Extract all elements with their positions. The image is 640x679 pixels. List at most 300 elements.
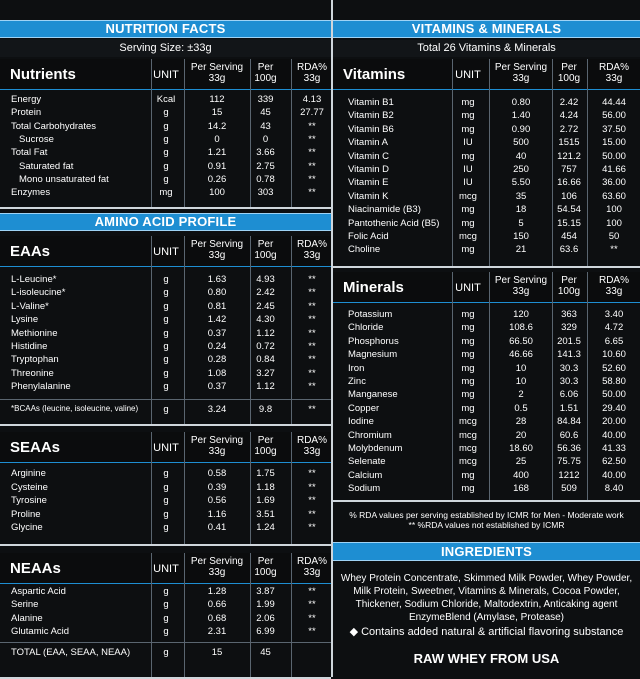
per-serving-cell: 1.21: [207, 147, 227, 159]
table-row: [0, 404, 331, 417]
table-row: [333, 177, 640, 190]
unit-cell: mg: [461, 123, 475, 135]
table-row: [0, 147, 331, 160]
table-header: [0, 553, 331, 584]
unit-cell: mg: [159, 187, 173, 199]
nutrient-name: Iron: [348, 362, 365, 374]
rda-cell: **: [308, 586, 316, 597]
rda-column-header-label: RDA%: [296, 435, 327, 446]
nutrient-name: Sucrose: [19, 133, 54, 145]
nutrient-name: L-Leucine*: [11, 274, 57, 285]
table-row: [0, 328, 331, 341]
per-serving-column-header-label: Per Serving: [190, 556, 244, 567]
rda-note: % RDA values per serving established by ICMR for Men - Moderate work: [349, 510, 624, 520]
unit-cell: mcg: [459, 190, 477, 202]
per-serving-cell: 15: [211, 107, 223, 119]
per-serving-column-header-unit: 33g: [208, 446, 226, 457]
rda-column-header: [292, 556, 332, 578]
rda-cell: 8.40: [604, 483, 624, 495]
rda-cell: 20.00: [602, 416, 626, 428]
rda-cell: **: [308, 341, 316, 352]
per-serving-column-header-label: Per Serving: [190, 435, 244, 446]
per-serving-cell: 0.58: [207, 468, 227, 479]
table-row: [0, 354, 331, 367]
per-100g-column-header: [251, 62, 280, 84]
nutrient-name: Copper: [348, 402, 380, 414]
per-100g-cell: 141.3: [557, 349, 581, 361]
nutrient-name: Energy: [11, 94, 42, 105]
per-100g-cell: 121.2: [557, 150, 581, 162]
rda-cell: 15.00: [602, 137, 626, 149]
rda-cell: **: [308, 314, 316, 326]
rda-cell: **: [308, 468, 316, 479]
unit-cell: mg: [461, 362, 475, 374]
unit-cell: g: [163, 508, 169, 520]
per-100g-cell: 60.6: [559, 429, 579, 441]
raw-whey-footer: RAW WHEY FROM USA: [413, 651, 560, 666]
nutrient-name: Threonine: [11, 367, 54, 379]
table-row: [0, 522, 331, 535]
table-row: [0, 341, 331, 354]
rda-cell: **: [308, 274, 316, 285]
section-separator: [0, 544, 331, 546]
nutrient-name: Mono unsaturated fat: [19, 173, 109, 185]
unit-cell: g: [163, 625, 169, 637]
per-serving-cell: 0.81: [207, 300, 227, 312]
per-100g-column-header-label: Per: [561, 62, 577, 73]
section-separator: [333, 266, 640, 268]
nutrient-name: TOTAL (EAA, SEAA, NEAA): [11, 647, 131, 658]
per-100g-cell: 15.15: [557, 217, 581, 229]
unit-cell: Kcal: [156, 94, 176, 105]
ingredients-title-bar: INGREDIENTS: [333, 542, 640, 561]
per-100g-cell: 1.18: [256, 481, 275, 493]
unit-cell: g: [163, 314, 169, 326]
unit-cell: mcg: [459, 416, 477, 428]
per-100g-cell: 16.66: [557, 177, 581, 189]
per-100g-column-header-unit: 100g: [557, 73, 581, 84]
per-serving-cell: 0: [214, 133, 220, 145]
rda-cell: 3.40: [604, 309, 624, 320]
table-row: [0, 301, 331, 314]
per-serving-column-header-unit: 33g: [208, 567, 226, 578]
per-100g-cell: 6.06: [559, 389, 579, 401]
per-100g-column-header-unit: 100g: [254, 567, 277, 578]
per-100g-cell: 3.66: [256, 147, 275, 159]
rda-cell: **: [308, 599, 316, 611]
per-serving-cell: 18.60: [509, 443, 533, 454]
per-100g-column-header-unit: 100g: [557, 286, 581, 297]
nutrient-name: Pantothenic Acid (B5): [348, 217, 440, 229]
table-row: [0, 482, 331, 495]
unit-cell: mg: [461, 97, 475, 108]
per-serving-cell: 150: [513, 231, 529, 242]
per-serving-cell: 500: [513, 137, 529, 149]
table-row: [0, 626, 331, 639]
table-row: [0, 121, 331, 134]
per-100g-cell: 363: [561, 309, 577, 320]
table-row: [0, 495, 331, 508]
rda-cell: **: [308, 508, 316, 520]
rda-cell: **: [610, 244, 618, 256]
per-serving-cell: 40: [515, 150, 527, 162]
per-100g-cell: 30.3: [559, 376, 579, 387]
per-100g-cell: 2.72: [559, 123, 579, 135]
unit-cell: g: [163, 647, 169, 658]
table-row: [333, 416, 640, 429]
rda-cell: 52.60: [602, 362, 626, 374]
per-serving-cell: 3.24: [207, 404, 227, 415]
per-serving-column-header: [185, 556, 249, 578]
unit-cell: mg: [461, 110, 475, 122]
table-row: [333, 456, 640, 469]
per-100g-cell: 1.75: [256, 468, 275, 479]
per-serving-cell: 28: [515, 416, 527, 428]
unit-cell: mg: [461, 322, 475, 334]
per-100g-cell: 303: [257, 187, 274, 199]
per-serving-cell: 1.08: [207, 367, 227, 379]
section-heading: SEAAs: [10, 439, 61, 456]
per-serving-cell: 1.63: [207, 274, 227, 285]
table-header: [0, 236, 331, 267]
section-heading: Nutrients: [10, 66, 76, 83]
table-row: [333, 204, 640, 217]
unit-cell: g: [163, 133, 169, 145]
unit-cell: g: [163, 327, 169, 339]
rda-cell: **: [308, 327, 316, 339]
table-row: [0, 314, 331, 327]
per-100g-cell: 9.8: [258, 404, 273, 415]
unit-cell: g: [163, 274, 169, 285]
unit-column-header: UNIT: [455, 69, 481, 81]
table-row: [0, 647, 331, 660]
nutrient-name: Proline: [11, 508, 41, 520]
unit-cell: g: [163, 586, 169, 597]
nutrient-name: Zinc: [348, 376, 366, 387]
unit-cell: IU: [463, 177, 473, 189]
nutrient-name: Magnesium: [348, 349, 398, 361]
rda-cell: **: [308, 625, 316, 637]
unit-cell: mg: [461, 389, 475, 401]
per-100g-cell: 4.93: [256, 274, 275, 285]
nutrient-name: Chloride: [348, 322, 384, 334]
unit-column-header: UNIT: [455, 282, 481, 294]
per-serving-column-header-label: Per Serving: [190, 239, 244, 250]
nutrient-name: Serine: [11, 599, 39, 611]
per-serving-column-header-unit: 33g: [512, 286, 530, 297]
unit-cell: mg: [461, 244, 475, 256]
rda-column-header-label: RDA%: [296, 556, 327, 567]
table-row: [333, 363, 640, 376]
serving-size: Serving Size: ±33g: [0, 39, 331, 57]
per-serving-cell: 1.28: [207, 586, 227, 597]
nutrient-name: Vitamin A: [348, 137, 388, 149]
nutrient-name: Glutamic Acid: [11, 625, 70, 637]
per-100g-cell: 6.99: [256, 625, 275, 637]
table-row: [333, 244, 640, 257]
table-header: [0, 59, 331, 90]
rda-cell: 4.72: [604, 322, 624, 334]
nutrient-name: Folic Acid: [348, 231, 389, 242]
table-row: [0, 134, 331, 147]
unit-cell: g: [163, 495, 169, 506]
unit-cell: g: [163, 173, 169, 185]
per-100g-cell: 4.24: [559, 110, 579, 122]
table-row: [0, 287, 331, 300]
nutrient-name: Enzymes: [11, 187, 51, 199]
unit-cell: mcg: [459, 456, 477, 468]
per-100g-cell: 329: [561, 322, 577, 334]
per-serving-column-header-unit: 33g: [208, 250, 226, 261]
per-100g-cell: 509: [561, 483, 577, 495]
rda-column-header-unit: 33g: [303, 446, 321, 457]
nutrient-name: Sodium: [348, 483, 381, 495]
table-row: [0, 174, 331, 187]
per-serving-cell: 0.5: [514, 402, 528, 414]
table-row: [333, 336, 640, 349]
nutrition-title-bar: NUTRITION FACTS: [0, 20, 331, 38]
table-header: [333, 272, 640, 303]
unit-cell: mg: [461, 150, 475, 162]
nutrient-name: Manganese: [348, 389, 398, 401]
unit-cell: g: [163, 612, 169, 624]
rda-cell: **: [308, 133, 316, 145]
per-100g-cell: 45: [260, 107, 271, 119]
per-100g-column-header-label: Per: [257, 435, 274, 446]
nutrient-name: Total Fat: [11, 147, 48, 159]
per-serving-cell: 1.16: [207, 508, 227, 520]
per-serving-cell: 21: [515, 244, 527, 256]
unit-column-header: UNIT: [153, 246, 179, 258]
per-serving-cell: 1.42: [207, 314, 227, 326]
unit-cell: mg: [461, 469, 475, 481]
nutrient-name: Vitamin K: [348, 190, 389, 202]
rda-column-header: [588, 275, 640, 297]
eaas-section: [0, 236, 331, 424]
per-100g-column-header-label: Per: [257, 239, 274, 250]
per-serving-cell: 250: [513, 164, 529, 175]
per-serving-cell: 5: [518, 217, 524, 229]
table-row: [333, 231, 640, 244]
per-100g-cell: 106: [561, 190, 577, 202]
rda-cell: 41.33: [602, 443, 626, 454]
nutrient-name: Chromium: [348, 429, 392, 441]
nutrient-name: L-Valine*: [11, 300, 49, 312]
unit-cell: g: [163, 287, 169, 299]
per-serving-column-header-label: Per Serving: [494, 275, 548, 286]
unit-cell: g: [163, 381, 169, 393]
rda-cell: **: [308, 612, 316, 624]
table-row: [333, 389, 640, 402]
seaas-section: [0, 432, 331, 544]
per-100g-column-header: [251, 239, 280, 261]
rda-cell: 29.40: [602, 402, 626, 414]
per-serving-cell: 0.41: [207, 522, 227, 533]
nutrient-name: Niacinamide (B3): [348, 204, 421, 216]
rda-cell: 27.77: [300, 107, 324, 119]
bcaa-separator: [0, 399, 331, 400]
unit-cell: IU: [463, 164, 473, 175]
per-100g-cell: 2.42: [256, 287, 275, 299]
per-serving-cell: 0.37: [207, 327, 227, 339]
rda-column-header-label: RDA%: [598, 275, 629, 286]
per-100g-cell: 757: [561, 164, 577, 175]
rda-cell: 36.00: [602, 177, 626, 189]
per-100g-cell: 45: [260, 647, 271, 658]
unit-cell: g: [163, 300, 169, 312]
per-serving-cell: 0.91: [207, 160, 227, 172]
table-row: [0, 274, 331, 287]
per-serving-cell: 66.50: [509, 335, 533, 347]
nutrient-name: Cysteine: [11, 481, 48, 493]
per-100g-cell: 1212: [558, 469, 580, 481]
table-row: [0, 107, 331, 120]
per-100g-column-header-unit: 100g: [254, 446, 277, 457]
nutrient-name: Vitamin B2: [348, 110, 394, 122]
table-row: [333, 124, 640, 137]
rda-cell: 10.60: [602, 349, 626, 361]
per-100g-cell: 4.30: [256, 314, 275, 326]
amino-title-bar: AMINO ACID PROFILE: [0, 213, 331, 231]
nutrient-name: Phosphorus: [348, 335, 399, 347]
per-100g-cell: 454: [561, 231, 577, 242]
table-row: [0, 94, 331, 107]
per-serving-cell: 15: [211, 647, 223, 658]
rda-cell: 41.66: [602, 164, 626, 175]
nutrient-name: Vitamin B6: [348, 123, 394, 135]
rda-cell: **: [308, 120, 316, 132]
nutrient-name: Total Carbohydrates: [11, 120, 97, 132]
per-serving-cell: 0.66: [207, 599, 227, 611]
nutrient-name: Glycine: [11, 522, 43, 533]
rda-cell: **: [308, 481, 316, 493]
per-100g-cell: 1.12: [256, 327, 275, 339]
per-serving-cell: 18: [515, 204, 527, 216]
table-row: [0, 586, 331, 599]
flavoring-note: ◆ Contains added natural & artificial flavoring substance: [349, 626, 624, 638]
per-serving-cell: 400: [513, 469, 529, 481]
per-serving-cell: 25: [515, 456, 527, 468]
per-100g-column-header-unit: 100g: [254, 73, 277, 84]
per-100g-cell: 1515: [558, 137, 580, 149]
per-serving-column-header-unit: 33g: [512, 73, 530, 84]
per-100g-cell: 2.06: [256, 612, 275, 624]
unit-cell: mg: [461, 376, 475, 387]
per-100g-cell: 56.36: [557, 443, 581, 454]
unit-cell: g: [163, 404, 169, 415]
per-100g-column-header: [251, 435, 280, 457]
per-100g-column-header-label: Per: [561, 275, 577, 286]
unit-cell: g: [163, 341, 169, 352]
table-row: [0, 381, 331, 394]
per-serving-cell: 108.6: [509, 322, 533, 334]
vitmin-subtitle: Total 26 Vitamins & Minerals: [333, 40, 640, 57]
rda-cell: **: [308, 173, 316, 185]
per-serving-cell: 14.2: [207, 120, 227, 132]
table-row: [333, 191, 640, 204]
table-row: [333, 403, 640, 416]
per-serving-cell: 10: [515, 376, 527, 387]
rda-cell: 44.44: [602, 97, 626, 108]
rda-cell: 50: [608, 231, 620, 242]
unit-cell: mcg: [459, 429, 477, 441]
table-row: [333, 376, 640, 389]
rda-column-header: [588, 62, 640, 84]
per-100g-cell: 2.42: [559, 97, 579, 108]
nutrient-name: Histidine: [11, 341, 48, 352]
per-serving-cell: 35: [515, 190, 527, 202]
table-header: [0, 432, 331, 463]
unit-cell: g: [163, 354, 169, 366]
unit-cell: g: [163, 160, 169, 172]
rda-cell: 100: [606, 217, 622, 229]
table-row: [0, 509, 331, 522]
per-100g-cell: 1.69: [256, 495, 275, 506]
rda-column-header-label: RDA%: [598, 62, 629, 73]
table-row: [0, 161, 331, 174]
table-row: [333, 164, 640, 177]
unit-column-header: UNIT: [153, 563, 179, 575]
per-serving-cell: 0.56: [207, 495, 227, 506]
rda-column-header-unit: 33g: [303, 567, 321, 578]
rda-cell: **: [308, 160, 316, 172]
nutrient-name: Vitamin E: [348, 177, 389, 189]
per-100g-cell: 1.12: [256, 381, 275, 393]
nutrient-name: Tyrosine: [11, 495, 47, 506]
per-serving-cell: 0.80: [207, 287, 227, 299]
per-100g-cell: 0.72: [256, 341, 275, 352]
per-serving-cell: 20: [515, 429, 527, 441]
per-serving-column-header: [185, 62, 249, 84]
table-row: [0, 368, 331, 381]
per-100g-cell: 75.75: [557, 456, 581, 468]
rda-column-header: [292, 62, 332, 84]
rda-cell: 4.13: [302, 94, 322, 105]
rda-cell: 6.65: [604, 335, 624, 347]
table-row: [333, 322, 640, 335]
per-100g-cell: 1.99: [256, 599, 275, 611]
rda-column-header-unit: 33g: [303, 250, 321, 261]
per-100g-cell: 0: [262, 133, 269, 145]
per-100g-cell: 3.51: [256, 508, 275, 520]
per-100g-column-header: [251, 556, 280, 578]
rda-cell: 40.00: [602, 429, 626, 441]
rda-cell: 100: [606, 204, 622, 216]
per-serving-cell: 0.26: [207, 173, 227, 185]
nutrient-name: *BCAAs (leucine, isoleucine, valine): [11, 404, 139, 413]
rda-cell: **: [308, 495, 316, 506]
table-row: [333, 151, 640, 164]
nutrient-name: Choline: [348, 244, 381, 256]
rda-cell: **: [308, 381, 316, 393]
rda-cell: 62.50: [602, 456, 626, 468]
per-100g-cell: 2.45: [256, 300, 275, 312]
section-heading: Minerals: [343, 279, 404, 296]
rda-cell: **: [308, 404, 316, 415]
rda-cell: 56.00: [602, 110, 626, 122]
per-100g-column-header: [553, 275, 585, 297]
unit-cell: g: [163, 522, 169, 533]
minerals-section: [333, 272, 640, 500]
rda-column-header-label: RDA%: [296, 62, 327, 73]
per-serving-cell: 0.37: [207, 381, 227, 393]
rda-column-header: [292, 239, 332, 261]
section-separator: [0, 424, 331, 426]
per-serving-cell: 168: [513, 483, 529, 495]
vitamins-section: [333, 59, 640, 266]
nutrients-section: [0, 59, 331, 207]
rda-cell: 37.50: [602, 123, 626, 135]
